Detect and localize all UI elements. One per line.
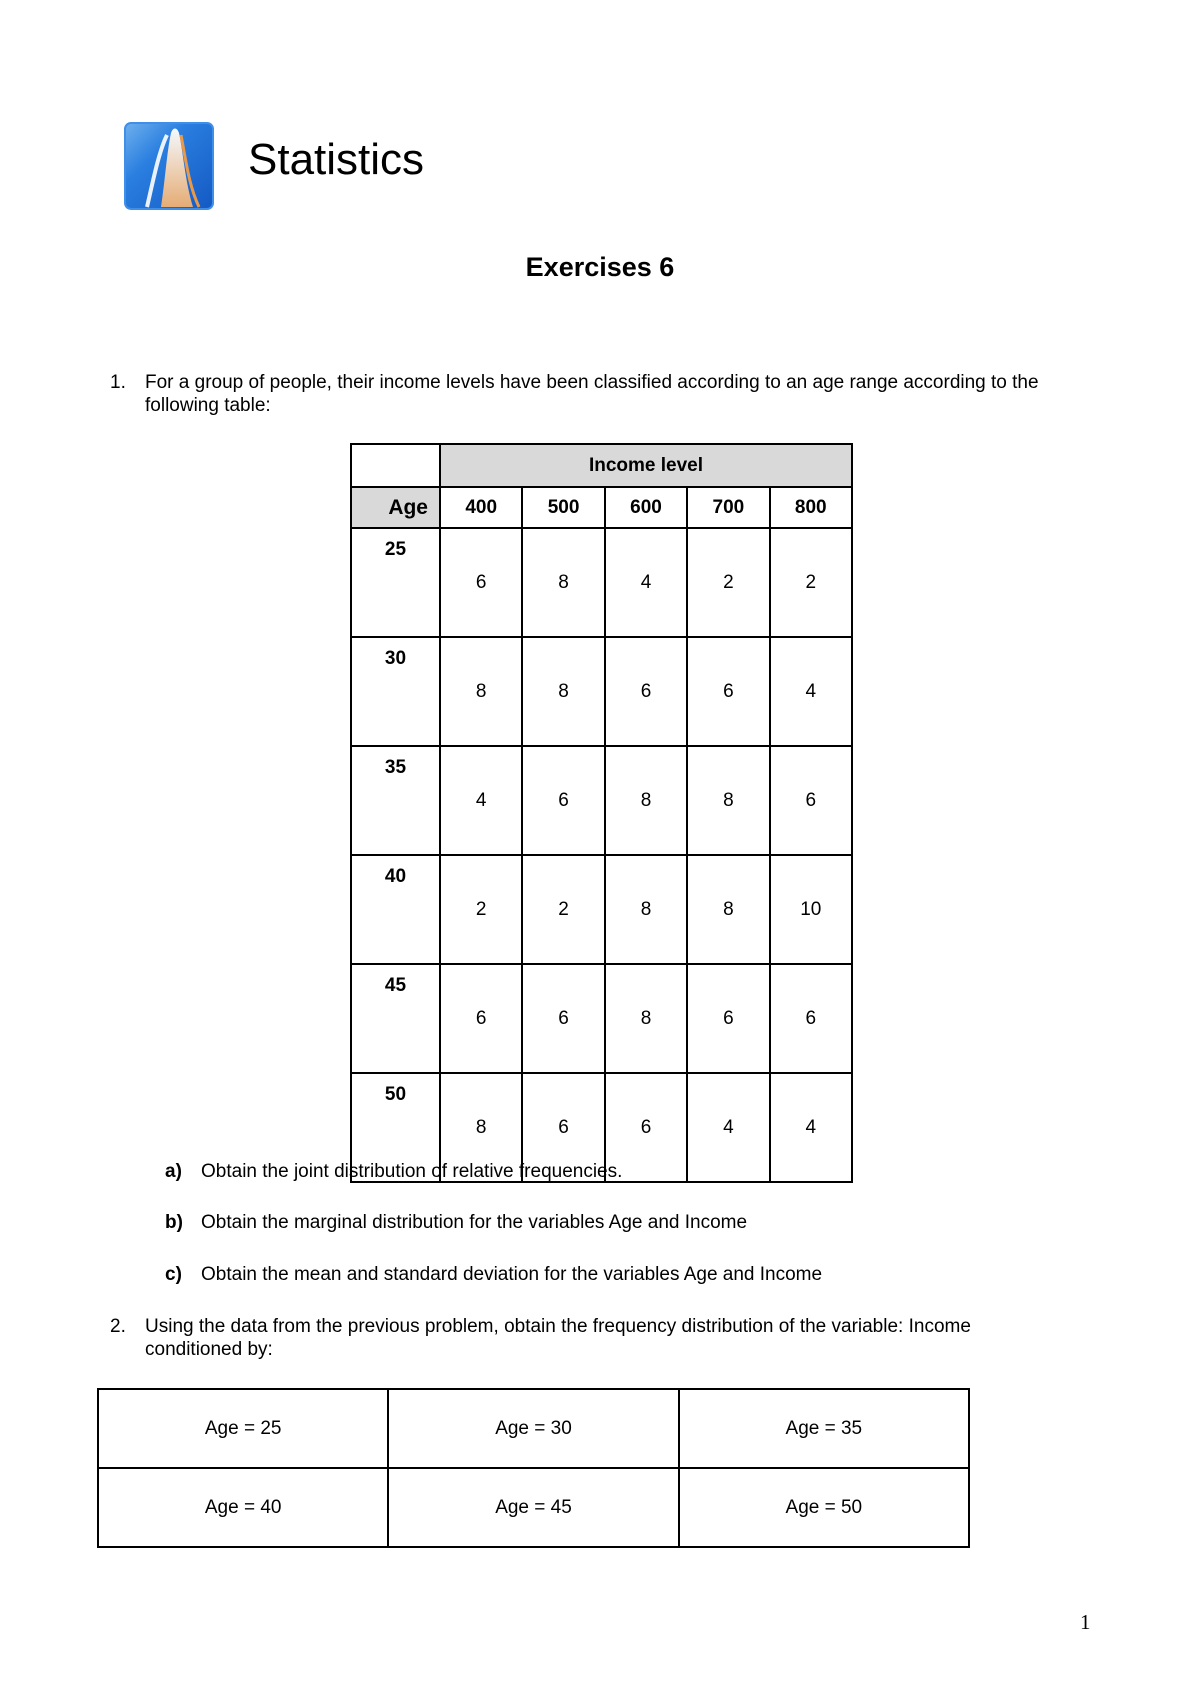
frequency-cell: 6 <box>605 637 687 746</box>
frequency-cell: 6 <box>440 528 522 637</box>
frequency-cell: 6 <box>605 1073 687 1182</box>
frequency-cell: 8 <box>605 964 687 1073</box>
frequency-cell: 4 <box>770 637 852 746</box>
table-row <box>351 528 852 637</box>
question-number: 2. <box>110 1316 126 1337</box>
subquestion-letter: c) <box>165 1264 182 1285</box>
frequency-cell: 2 <box>770 528 852 637</box>
table-row <box>98 1468 969 1547</box>
frequency-cell: 6 <box>522 1073 604 1182</box>
frequency-cell: 6 <box>770 746 852 855</box>
table-row <box>351 746 852 855</box>
frequency-cell: 6 <box>687 637 769 746</box>
frequency-cell: 6 <box>522 964 604 1073</box>
age-condition-table <box>97 1388 970 1548</box>
frequency-cell: 6 <box>522 746 604 855</box>
page-number: 1 <box>1080 1610 1091 1634</box>
income-column-header: 700 <box>687 487 769 528</box>
question-text: For a group of people, their income levels have been classified according to an age range according to the following table: <box>145 372 1039 416</box>
condition-cell: Age = 30 <box>388 1389 678 1468</box>
income-column-header: 800 <box>770 487 852 528</box>
age-row-label: 35 <box>351 746 440 855</box>
page-title: Exercises 6 <box>525 252 675 282</box>
frequency-cell: 2 <box>440 855 522 964</box>
table-corner-cell <box>351 444 440 487</box>
subquestion-letter: a) <box>165 1161 182 1182</box>
subquestion-text: Obtain the joint distribution of relative frequencies. <box>201 1161 623 1182</box>
question-text: Using the data from the previous problem, obtain the frequency distribution of the variable: Income conditioned by: <box>145 1316 971 1360</box>
subquestion-text: Obtain the marginal distribution for the variables Age and Income <box>201 1212 748 1233</box>
frequency-cell: 6 <box>770 964 852 1073</box>
subquestion-a <box>165 1160 1065 1184</box>
question-2 <box>110 1315 1070 1365</box>
condition-cell: Age = 45 <box>388 1468 678 1547</box>
frequency-cell: 2 <box>687 528 769 637</box>
condition-cell: Age = 25 <box>98 1389 388 1468</box>
frequency-cell: 4 <box>687 1073 769 1182</box>
frequency-cell: 6 <box>440 964 522 1073</box>
subquestion-c <box>165 1263 1065 1287</box>
condition-cell: Age = 40 <box>98 1468 388 1547</box>
age-row-label: 45 <box>351 964 440 1073</box>
table-row <box>351 964 852 1073</box>
frequency-cell: 4 <box>605 528 687 637</box>
income-column-header: 600 <box>605 487 687 528</box>
frequency-cell: 2 <box>522 855 604 964</box>
condition-cell: Age = 50 <box>679 1468 969 1547</box>
question-number: 1. <box>110 372 126 393</box>
income-column-header: 500 <box>522 487 604 528</box>
frequency-cell: 8 <box>522 637 604 746</box>
subquestion-letter: b) <box>165 1212 183 1233</box>
age-row-label: 30 <box>351 637 440 746</box>
frequency-cell: 8 <box>440 1073 522 1182</box>
age-row-label: 50 <box>351 1073 440 1182</box>
frequency-cell: 8 <box>605 855 687 964</box>
frequency-cell: 8 <box>440 637 522 746</box>
frequency-cell: 10 <box>770 855 852 964</box>
table-row <box>98 1389 969 1468</box>
frequency-cell: 4 <box>440 746 522 855</box>
brand-title: Statistics <box>248 135 425 184</box>
frequency-cell: 6 <box>687 964 769 1073</box>
table-row <box>351 855 852 964</box>
frequency-cell: 8 <box>522 528 604 637</box>
age-row-label: 40 <box>351 855 440 964</box>
frequency-cell: 8 <box>687 746 769 855</box>
condition-cell: Age = 35 <box>679 1389 969 1468</box>
age-row-label: 25 <box>351 528 440 637</box>
frequency-cell: 8 <box>605 746 687 855</box>
income-column-header: 400 <box>440 487 522 528</box>
bell-curve-logo <box>123 121 215 211</box>
age-header: Age <box>351 487 440 528</box>
subquestion-text: Obtain the mean and standard deviation for the variables Age and Income <box>201 1264 823 1285</box>
frequency-cell: 4 <box>770 1073 852 1182</box>
income-age-table <box>350 443 853 1183</box>
table-row <box>351 637 852 746</box>
income-level-header: Income level <box>440 444 852 487</box>
subquestion-b <box>165 1211 1065 1235</box>
frequency-cell: 8 <box>687 855 769 964</box>
question-1 <box>110 371 1070 421</box>
